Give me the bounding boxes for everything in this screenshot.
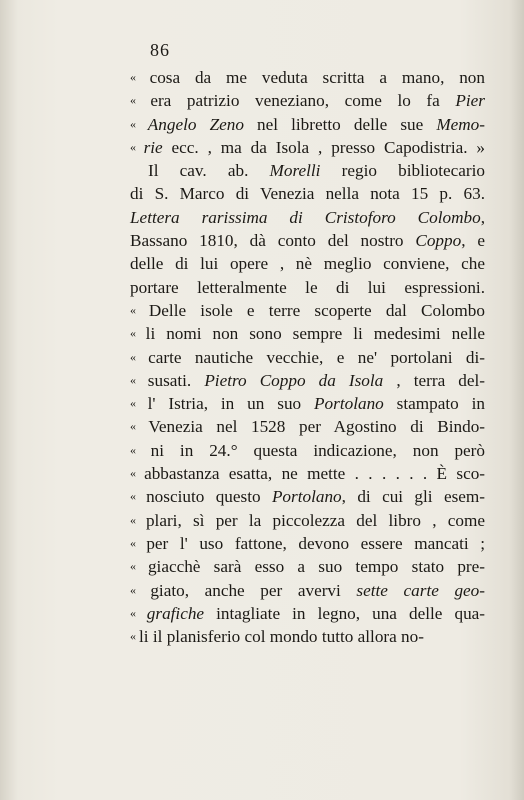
italic-text: Portolano bbox=[314, 394, 384, 414]
text-run: giacchè sarà esso a suo tempo stato pre- bbox=[147, 557, 486, 577]
text-line bbox=[130, 392, 485, 415]
text-line bbox=[130, 113, 485, 136]
text-run: Bassano 1810, dà conto del nostro bbox=[130, 231, 416, 251]
text-line bbox=[130, 579, 485, 602]
quote-mark: « bbox=[130, 512, 146, 527]
text-line bbox=[130, 322, 485, 345]
text-line bbox=[130, 415, 485, 438]
text-line bbox=[130, 159, 485, 182]
quote-mark: « bbox=[130, 116, 148, 131]
text-run: , di cui gli esem- bbox=[341, 487, 485, 507]
italic-text: Pietro Coppo da Isola bbox=[204, 370, 384, 390]
text-run: giato, anche per avervi bbox=[150, 580, 357, 600]
text-line bbox=[130, 602, 485, 625]
text-run: delle di lui opere , nè meglio conviene, che bbox=[130, 254, 485, 274]
text-line bbox=[130, 346, 485, 369]
text-run: di S. Marco di Venezia nella nota 15 p. 63. bbox=[130, 184, 485, 204]
quote-mark: « bbox=[130, 419, 149, 434]
quote-mark: « bbox=[130, 605, 147, 620]
text-run: Venezia nel 1528 per Agostino di Bindo- bbox=[148, 417, 486, 437]
body-text bbox=[130, 66, 485, 648]
text-run: carte nautiche vecchie, e ne' portolani di- bbox=[148, 347, 485, 367]
text-line bbox=[130, 276, 485, 299]
text-run: , bbox=[480, 207, 485, 227]
text-run: , e bbox=[461, 231, 485, 251]
text-run: per l' uso fattone, devono essere mancati ; bbox=[146, 533, 486, 553]
quote-mark: « bbox=[130, 70, 150, 84]
quote-mark: « bbox=[130, 582, 151, 597]
italic-text: Coppo bbox=[415, 231, 462, 251]
quote-mark: « bbox=[130, 93, 151, 108]
italic-text: sette carte geo- bbox=[356, 580, 486, 600]
quote-mark: « bbox=[130, 489, 147, 504]
text-line bbox=[130, 509, 485, 532]
text-line bbox=[130, 532, 485, 555]
text-run: cosa da me veduta scritta a mano, non bbox=[149, 68, 485, 87]
text-line bbox=[130, 485, 485, 508]
text-run: ecc. , ma da Isola , presso Capodistria. » bbox=[162, 137, 485, 157]
text-run: li il planisferio col mondo tutto allora no- bbox=[139, 627, 424, 647]
quote-mark: « bbox=[130, 442, 151, 457]
quote-mark: « bbox=[130, 139, 144, 154]
italic-text: Angelo Zeno bbox=[147, 114, 244, 134]
text-run: susati. bbox=[147, 370, 205, 390]
italic-text: Pier bbox=[455, 91, 485, 111]
quote-mark: « bbox=[130, 396, 148, 411]
quote-mark: « bbox=[130, 372, 148, 387]
quote-mark: « bbox=[130, 302, 149, 317]
text-run: li nomi non sono sempre li medesimi nelle bbox=[145, 324, 485, 344]
text-line bbox=[130, 462, 485, 485]
page-number: 86 bbox=[150, 40, 170, 60]
text-run: , terra del- bbox=[383, 370, 485, 390]
text-run: portare letteralmente le di lui espressioni. bbox=[130, 277, 485, 297]
text-run: era patrizio veneziano, come lo fa bbox=[150, 91, 456, 111]
text-run: stampato in bbox=[383, 394, 485, 414]
text-line bbox=[130, 182, 485, 205]
text-line bbox=[130, 369, 485, 392]
text-run: plari, sì per la piccolezza del libro , come bbox=[145, 510, 486, 530]
text-run: Il cav. ab. bbox=[148, 161, 270, 181]
text-line bbox=[130, 136, 485, 159]
quote-mark: « bbox=[130, 466, 145, 481]
text-run: Delle isole e terre scoperte dal Colombo bbox=[148, 300, 485, 320]
italic-text: Portolano bbox=[271, 487, 342, 507]
quote-mark: « bbox=[130, 559, 148, 574]
text-run: abbastanza esatta, ne mette . . . . . . È sco- bbox=[144, 464, 486, 484]
quote-mark: « bbox=[130, 629, 139, 644]
quote-mark: « bbox=[130, 535, 147, 550]
text-run: ni in 24.° questa indicazione, non però bbox=[150, 440, 485, 460]
text-line bbox=[130, 299, 485, 322]
text-run: l' Istria, in un suo bbox=[147, 394, 315, 414]
text-line bbox=[130, 66, 485, 89]
text-run: regio bibliotecario bbox=[320, 161, 485, 181]
text-line bbox=[130, 555, 485, 578]
text-line bbox=[130, 439, 485, 462]
text-run: intagliate in legno, una delle qua- bbox=[204, 603, 486, 623]
italic-text: Lettera rarissima di Cristoforo Colombo bbox=[130, 207, 481, 227]
text-line bbox=[130, 625, 485, 648]
italic-text: Morelli bbox=[269, 161, 321, 181]
quote-mark: « bbox=[130, 326, 146, 341]
italic-text: Memo- bbox=[436, 114, 486, 134]
text-line bbox=[130, 89, 485, 112]
quote-mark: « bbox=[130, 349, 149, 364]
italic-text: grafiche bbox=[146, 603, 205, 623]
text-line bbox=[130, 229, 485, 252]
text-run: nel libretto delle sue bbox=[243, 114, 437, 134]
text-line bbox=[130, 252, 485, 275]
text-line bbox=[130, 206, 485, 229]
text-run: nosciuto questo bbox=[146, 487, 272, 507]
italic-text: rie bbox=[143, 137, 163, 157]
